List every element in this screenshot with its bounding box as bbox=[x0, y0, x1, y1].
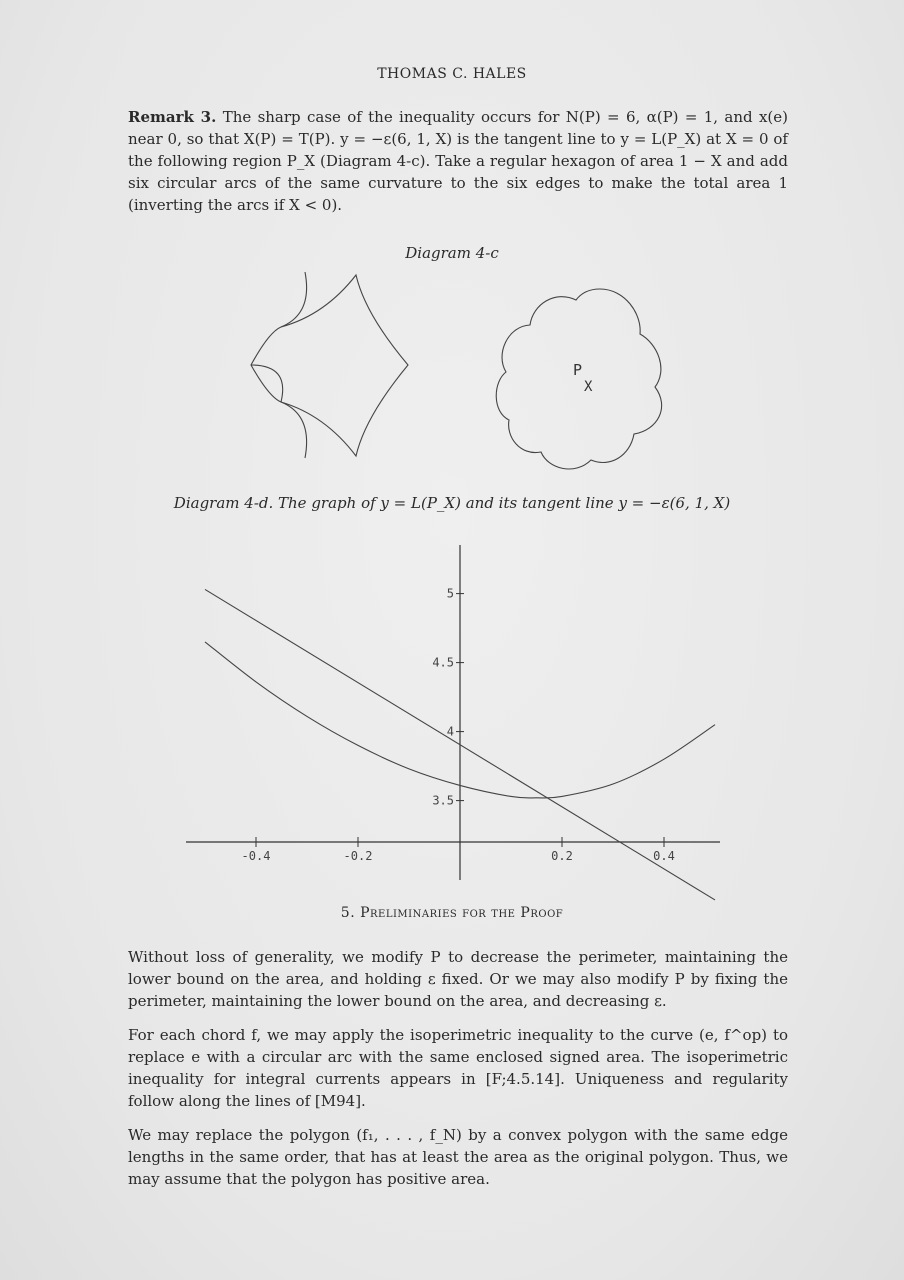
section-5-paragraph-1: Without loss of generality, we modify P to decrease the perimeter, maintaining the lower bound on the area, and holding ε fixed. Or we may also modify P by fixing the perimeter, maintaining the lower bound on the area, and decreasing ε. bbox=[128, 948, 788, 1010]
diagram-4c-caption: Diagram 4-c bbox=[405, 244, 499, 262]
remark-label: Remark 3. bbox=[128, 108, 217, 126]
running-header: THOMAS C. HALES bbox=[377, 66, 527, 82]
remark-text: The sharp case of the inequality occurs for N(P) = 6, α(P) = 1, and x(e) near 0, so that X(P) = T(P). y = −ε(6, 1, X) is the tangent line to y = L(P_X) at X = 0 of the following region P_X (Diagram 4-c). Take a regular hexagon of area 1 − X and add six circular arcs of the same curvature to the six edges to make the total area 1 (inverting the arcs if X < 0). bbox=[128, 108, 788, 214]
x-tick-label: -0.4 bbox=[241, 849, 271, 863]
y-tick-label: 4.5 bbox=[432, 655, 454, 670]
y-tick-label: 3.5 bbox=[432, 793, 454, 808]
diagram-4d-caption: Diagram 4-d. The graph of y = L(P_X) and its tangent line y = −ε(6, 1, X) bbox=[173, 494, 731, 512]
section-5-paragraph-2: For each chord f, we may apply the isoperimetric inequality to the curve (e, f^op) to replace e with a circular arc with the same enclosed signed area. The isoperimetric inequality for integral currents appears in [F;4.5.14]. Uniqueness and regularity follow along the lines of [M94]. bbox=[128, 1026, 788, 1110]
y-tick-label: 4 bbox=[446, 724, 454, 739]
x-tick-label: -0.2 bbox=[343, 849, 373, 863]
region-label-p: P bbox=[573, 361, 583, 379]
y-tick-label: 5 bbox=[446, 586, 454, 601]
section-5-paragraph-3: We may replace the polygon (f₁, . . . , f_N) by a convex polygon with the same edge lengths in the same order, that has at least the area as the original polygon. Thus, we may assume that the polygon has positive area. bbox=[128, 1126, 788, 1188]
x-tick-label: 0.2 bbox=[551, 849, 573, 863]
section-5-title: 5. Preliminaries for the Proof bbox=[340, 905, 564, 921]
region-label-x-subscript: X bbox=[584, 379, 593, 395]
x-tick-label: 0.4 bbox=[653, 849, 675, 863]
